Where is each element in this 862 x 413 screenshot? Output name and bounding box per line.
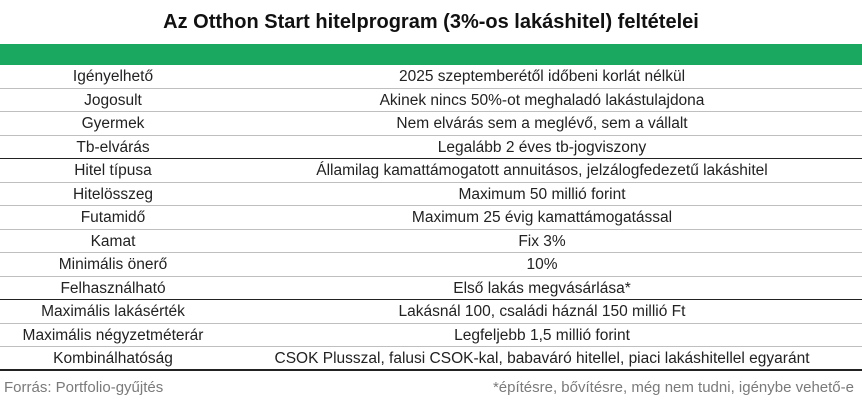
row-value: Legalább 2 éves tb-jogviszony bbox=[437, 138, 647, 156]
row-label: Minimális önerő bbox=[58, 256, 168, 273]
row-value: 2025 szeptemberétől időbeni korlát nélkül bbox=[398, 68, 686, 85]
row-label: Felhasználható bbox=[60, 279, 166, 297]
table-row bbox=[0, 277, 862, 301]
table-row bbox=[0, 206, 862, 230]
page-title: Az Otthon Start hitelprogram (3%-os lakáshitel) feltételei bbox=[163, 11, 699, 33]
table-row bbox=[0, 347, 862, 371]
row-value: Maximum 25 évig kamattámogatással bbox=[411, 209, 673, 226]
table-row bbox=[0, 89, 862, 113]
row-label: Jogosult bbox=[84, 91, 142, 109]
table-row bbox=[0, 183, 862, 207]
row-label: Futamidő bbox=[80, 209, 146, 226]
table-row bbox=[0, 324, 862, 348]
header-accent-bar bbox=[0, 44, 862, 65]
row-value: Maximum 50 millió forint bbox=[458, 185, 626, 203]
row-label: Igényelhető bbox=[72, 68, 154, 85]
row-value: CSOK Plusszal, falusi CSOK-kal, babaváró hitellel, piaci lakáshitellel egyaránt bbox=[274, 350, 810, 367]
conditions-table bbox=[0, 65, 862, 371]
row-value: Első lakás megvásárlása* bbox=[453, 279, 631, 297]
table-row bbox=[0, 65, 862, 89]
row-label: Kombinálhatóság bbox=[53, 350, 173, 367]
row-label: Maximális lakásérték bbox=[41, 303, 185, 320]
row-value: Nem elvárás sem a meglévő, sem a vállalt bbox=[396, 115, 688, 132]
row-value: Akinek nincs 50%-ot meghaladó lakástulajdona bbox=[379, 91, 705, 109]
row-label: Maximális négyzetméterár bbox=[22, 326, 204, 344]
table-row bbox=[0, 253, 862, 277]
footnote: *építésre, bővítésre, még nem tudni, igénybe vehető-e bbox=[492, 379, 854, 396]
table-row bbox=[0, 112, 862, 136]
row-label: Gyermek bbox=[81, 115, 145, 132]
row-label: Hitelösszeg bbox=[72, 185, 154, 203]
row-value: Államilag kamattámogatott annuitásos, jelzálogfedezetű lakáshitel bbox=[316, 162, 768, 179]
row-value: Lakásnál 100, családi háznál 150 millió Ft bbox=[398, 303, 686, 320]
table-row bbox=[0, 136, 862, 160]
row-value: Fix 3% bbox=[518, 232, 566, 250]
source-note: Forrás: Portfolio-gyűjtés bbox=[4, 379, 164, 396]
row-label: Hitel típusa bbox=[74, 162, 152, 179]
table-row bbox=[0, 300, 862, 324]
table-row bbox=[0, 230, 862, 254]
row-value: Legfeljebb 1,5 millió forint bbox=[454, 326, 630, 344]
row-value: 10% bbox=[526, 256, 558, 273]
footer bbox=[0, 376, 862, 400]
row-label: Tb-elvárás bbox=[76, 138, 150, 156]
row-label: Kamat bbox=[90, 232, 136, 250]
table-row bbox=[0, 159, 862, 183]
